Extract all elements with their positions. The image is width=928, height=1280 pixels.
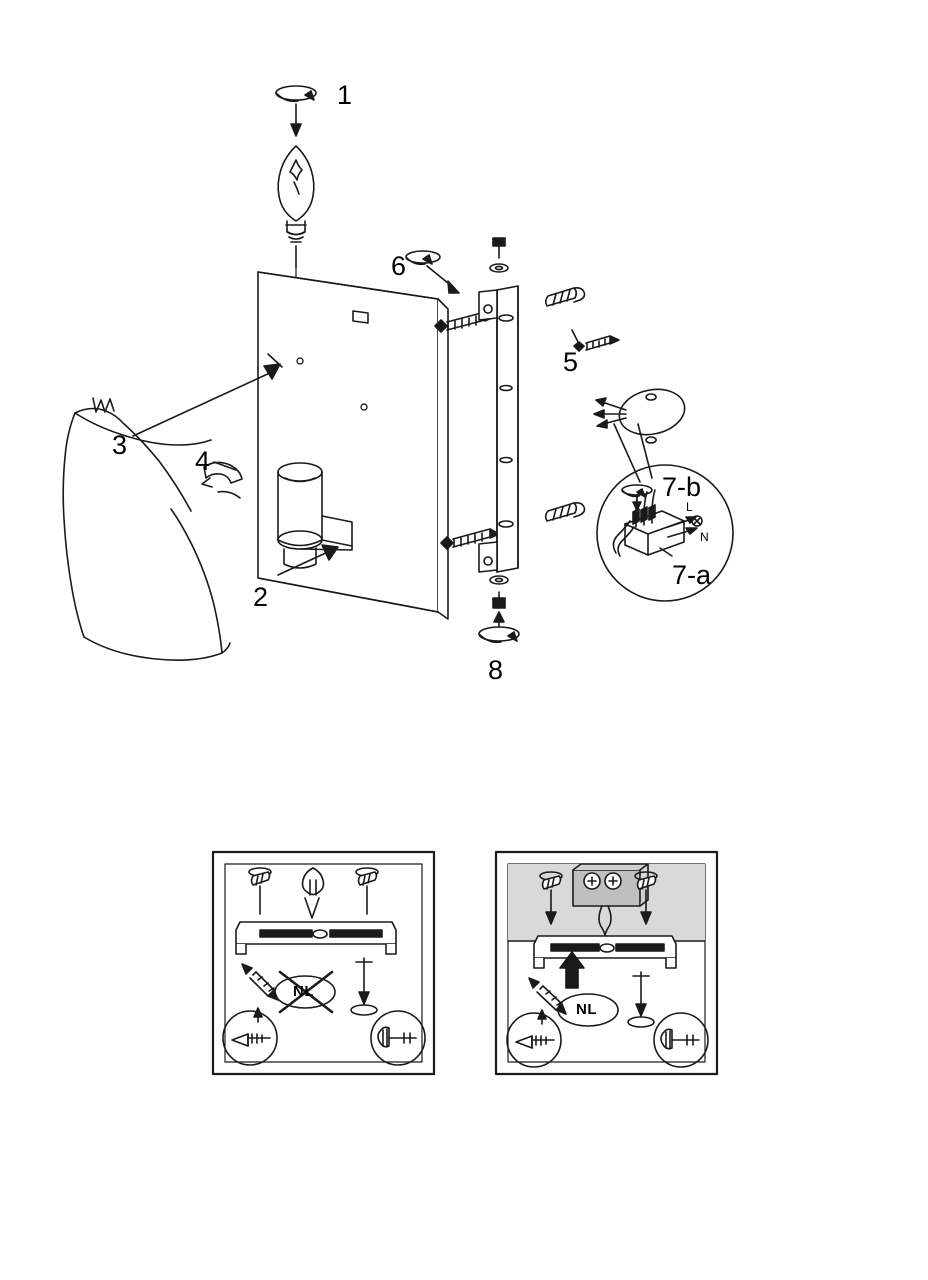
callout-label-1: 1	[337, 80, 353, 110]
callout-7b-arrow	[622, 485, 652, 510]
candle-bulb	[278, 146, 314, 268]
callout-label-7a: 7-a	[672, 560, 712, 590]
lamp-shade	[63, 398, 230, 660]
mounting-bar	[479, 286, 518, 572]
callout-label-8: 8	[488, 655, 504, 685]
callout-label-5: 5	[563, 347, 579, 377]
bulb-rotation-arrow	[276, 86, 316, 136]
callout-label-4: 4	[195, 446, 211, 476]
top-bolt-washer	[490, 238, 508, 272]
back-plate	[258, 272, 448, 619]
nl-label-left: NL	[293, 983, 314, 1000]
nl-label-right: NL	[576, 1001, 597, 1018]
callout-8-arrow	[479, 612, 519, 642]
wall-plug-lower	[546, 503, 585, 521]
screw-5	[574, 336, 619, 351]
callout-label-6: 6	[391, 251, 407, 281]
callout-label-2: 2	[253, 582, 269, 612]
terminal-label-live: L	[686, 500, 693, 514]
callout-6-arrow	[406, 251, 459, 293]
wall-plug-upper	[546, 288, 585, 306]
bottom-nut-washer	[490, 576, 508, 608]
callout-5-leader	[572, 330, 578, 342]
terminal-label-neutral: N	[700, 530, 709, 544]
callout-label-7b: 7-b	[662, 472, 702, 502]
callout-label-3: 3	[112, 430, 128, 460]
